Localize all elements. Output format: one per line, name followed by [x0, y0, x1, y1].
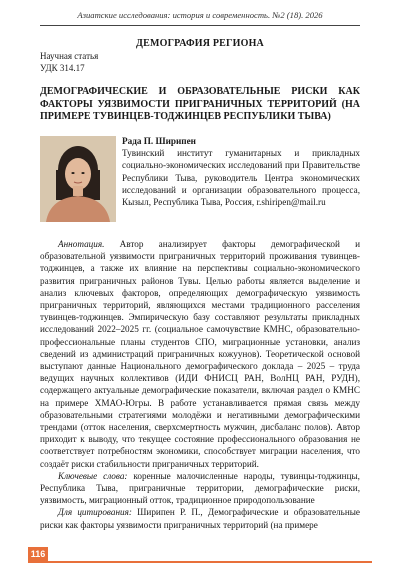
abstract-block	[40, 238, 360, 531]
author-portrait-image	[40, 136, 116, 222]
abstract-paragraph	[40, 238, 360, 470]
abstract-text: Автор анализирует факторы демографической и образовательной уязвимости приграничных территорий проживания тувинцев-тоджинцев, а также их влияние на перспективы социально-экономического развития приграничных районов Тувы. Целью работы является выделение и анализ ключевых факторов, определяющих демографическую уязвимость приграничных территорий, являющихся местами традиционного расселения тувинцев-тоджинцев. Эмпирическую базу составляют результаты прикладных исследований 2022–2025 гг. (социальное самочувствие КМНС, образовательно-профессиональные планы студентов СПО, миграционные установки, анализ сведений из администраций приграничных кожуунов). Теоретической основой выступают данные Национального демографического доклада – 2025 – труда ведущих научных коллективов (ИДИ ФНИСЦ РАН, ВолНЦ РАН, РУДН), содержащего актуальные демографические показатели, включая раздел о КМНС на примере ХМАО-Югры. В работе устанавливается прямая связь между образовательными стратегиями молодёжи и негативными демографическими трендами (отток населения, сверхсмертность мужчин, дисбаланс полов). Автор приходит к выводу, что текущее состояние профессионального образования не соответствует потребностям экономики, способствует миграции населения, что создаёт риски стабильности приграничных территорий.	[40, 239, 360, 469]
keywords-text: коренные малочисленные народы, тувинцы-тоджинцы, Республика Тыва, приграничные территории, демографические риски, уязвимость, миграционный отток, традиционное природопользование	[40, 470, 360, 506]
author-affiliation: Тувинский институт гуманитарных и прикладных социально-экономических исследований при Правительстве Республики Тыва, руководитель Центра экономических исследований и организации образовательного процесса, Кызыл, Республика Тыва, Россия, r.shiripen@mail.ru	[122, 148, 360, 208]
citation-paragraph	[40, 506, 360, 530]
running-title: Азиатские исследования: история и современность. №2 (18). 2026	[77, 10, 323, 20]
article-title: ДЕМОГРАФИЧЕСКИЕ И ОБРАЗОВАТЕЛЬНЫЕ РИСКИ КАК ФАКТОРЫ УЯЗВИМОСТИ ПРИГРАНИЧНЫХ ТЕРРИТОРИЙ (НА ПРИМЕРЕ ТУВИНЦЕВ-ТОДЖИНЦЕВ РЕСПУБЛИКИ ТЫВА)	[40, 86, 360, 122]
footer-accent-bar	[28, 561, 372, 563]
keywords-paragraph	[40, 470, 360, 507]
page-number: 116	[28, 547, 48, 561]
keywords-label: Ключевые слова:	[58, 470, 128, 481]
citation-label: Для цитирования:	[58, 507, 132, 518]
article-type: Научная статья	[40, 51, 99, 61]
author-block	[122, 135, 360, 208]
author-name: Рада П. Ширипен	[122, 136, 196, 146]
header-rule	[40, 25, 360, 26]
udc-code: УДК 314.17	[40, 63, 85, 73]
abstract-label: Аннотация.	[58, 239, 105, 249]
section-title: ДЕМОГРАФИЯ РЕГИОНА	[136, 38, 264, 49]
author-photo	[40, 136, 116, 222]
citation-text: Ширипен Р. П., Демографические и образовательные риски как факторы уязвимости приграничных территорий (на примере	[40, 507, 360, 530]
